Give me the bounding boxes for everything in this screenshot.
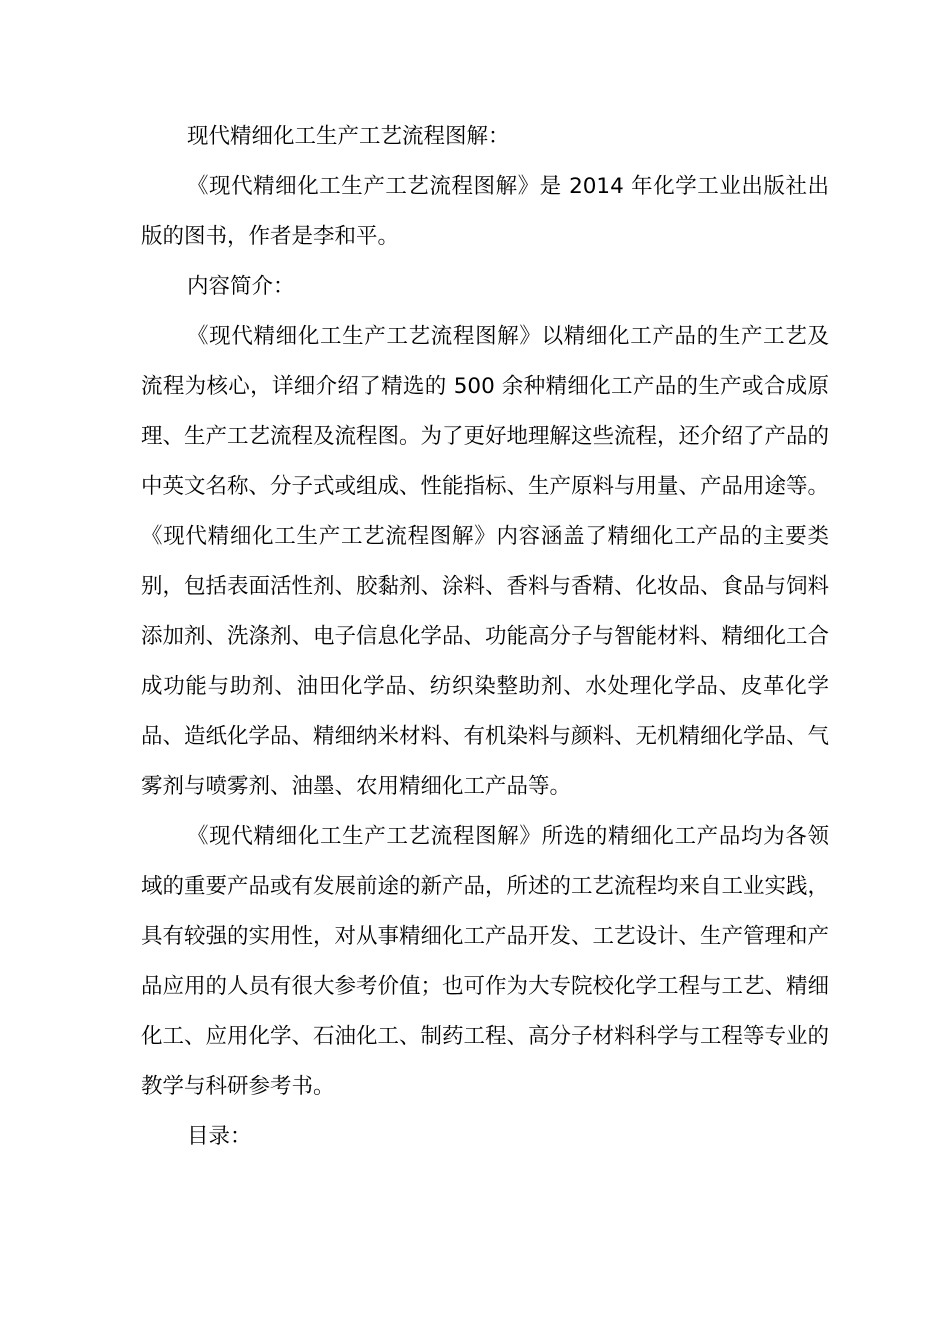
document-body xyxy=(141,112,829,1162)
paragraph-value: 《现代精细化工生产工艺流程图解》所选的精细化工产品均为各领域的重要产品或有发展前途的新产品，所述的工艺流程均来自工业实践，具有较强的实用性，对从事精细化工产品开发、工艺设计、生产管理和产品应用的人员有很大参考价值；也可作为大专院校化学工程与工艺、精细化工、应用化学、石油化工、制药工程、高分子材料科学与工程等专业的教学与科研参考书。 xyxy=(141,824,830,1099)
section-heading-summary: 内容简介： xyxy=(187,274,295,299)
section-heading-contents: 目录： xyxy=(187,1124,252,1149)
paragraph-summary: 《现代精细化工生产工艺流程图解》以精细化工产品的生产工艺及流程为核心，详细介绍了精选的 500 余种精细化工产品的生产或合成原理、生产工艺流程及流程图。为了更好地理解这些流程，还介绍了产品的中英文名称、分子式或组成、性能指标、生产原料与用量、产品用途等。《现代精细化工生产工艺流程图解》内容涵盖了精细化工产品的主要类别，包括表面活性剂、胶黏剂、涂料、香料与香精、化妆品、食品与饲料添加剂、洗涤剂、电子信息化学品、功能高分子与智能材料、精细化工合成功能与助剂、油田化学品、纺织染整助剂、水处理化学品、皮革化学品、造纸化学品、精细纳米材料、有机染料与颜料、无机精细化学品、气雾剂与喷雾剂、油墨、农用精细化工产品等。 xyxy=(141,324,830,799)
paragraph-publication-info: 《现代精细化工生产工艺流程图解》是 2014 年化学工业出版社出版的图书，作者是李和平。 xyxy=(141,174,829,249)
section-heading-title: 现代精细化工生产工艺流程图解： xyxy=(187,124,510,149)
